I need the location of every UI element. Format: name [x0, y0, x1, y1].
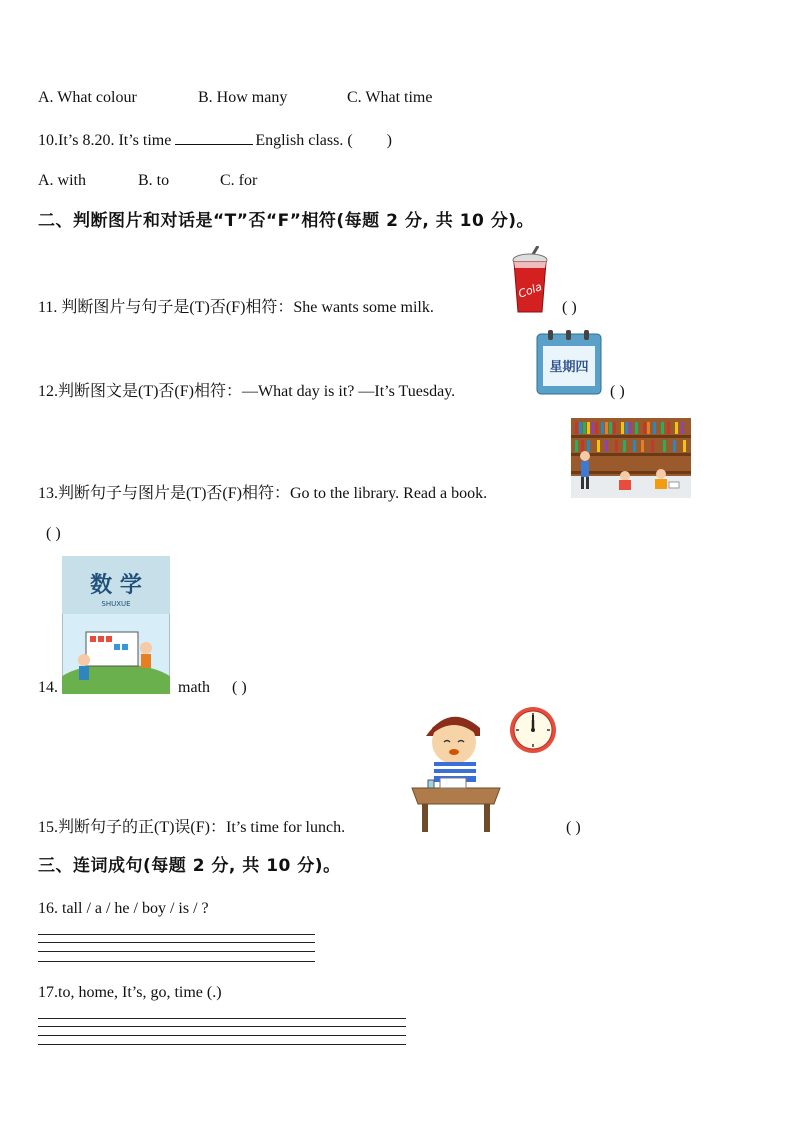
- q10-option-b: B. to: [138, 172, 170, 189]
- q17-text: 17.to, home, It’s, go, time (.): [38, 984, 222, 1001]
- q10-option-a: A. with: [38, 172, 86, 189]
- q11-answer-paren[interactable]: ( ): [562, 299, 577, 316]
- q9-option-c: C. What time: [347, 89, 433, 106]
- calendar-label: 星期四: [549, 360, 589, 375]
- q16-writing-line[interactable]: [38, 951, 315, 952]
- cola-cup-icon: [508, 246, 552, 316]
- q17-writing-line[interactable]: [38, 1026, 406, 1027]
- section2-title: 二、判断图片和对话是“T”否“F”相符(每题 2 分, 共 10 分)。: [38, 211, 534, 231]
- q16-writing-line[interactable]: [38, 934, 315, 935]
- q10-close-paren: ): [386, 132, 392, 149]
- q10-option-c: C. for: [220, 172, 258, 189]
- q11-text: 11. 判断图片与句子是(T)否(F)相符：She wants some milk.: [38, 299, 434, 316]
- q15-answer-paren[interactable]: ( ): [566, 819, 581, 836]
- boy-eating-lunch-picture: [410, 706, 502, 834]
- section3-title: 三、连词成句(每题 2 分, 共 10 分)。: [38, 856, 341, 876]
- q15-text: 15.判断句子的正(T)误(F)：It’s time for lunch.: [38, 819, 346, 836]
- q13-answer-paren[interactable]: ( ): [46, 525, 61, 542]
- q10-answer-blank[interactable]: [175, 130, 253, 145]
- q9-option-b: B. How many: [198, 89, 288, 106]
- cola-cup-label: Cola: [516, 280, 544, 301]
- q9-option-a: A. What colour: [38, 89, 137, 106]
- calendar-icon: [536, 330, 602, 396]
- q17-writing-line[interactable]: [38, 1044, 406, 1045]
- q16-writing-line[interactable]: [38, 961, 315, 962]
- q10-stem: [38, 130, 392, 151]
- q16-text: 16. tall / a / he / boy / is / ?: [38, 900, 209, 917]
- q14-word: math: [178, 679, 210, 696]
- q10-stem-before: 10.It’s 8.20. It’s time: [38, 132, 176, 149]
- clock-icon: [509, 706, 557, 754]
- q12-answer-paren[interactable]: ( ): [610, 383, 625, 400]
- q14-number: 14.: [38, 679, 58, 696]
- math-textbook-picture: [62, 556, 170, 694]
- q16-writing-line[interactable]: [38, 942, 315, 943]
- q17-writing-line[interactable]: [38, 1035, 406, 1036]
- library-picture: [571, 418, 691, 498]
- textbook-pinyin: SHUXUE: [101, 600, 131, 608]
- q12-text: 12.判断图文是(T)否(F)相符：—What day is it? —It’s Tuesday.: [38, 383, 456, 400]
- q13-text: 13.判断句子与图片是(T)否(F)相符：Go to the library. Read a book.: [38, 485, 488, 502]
- textbook-title: 数 学: [90, 572, 142, 598]
- q17-writing-line[interactable]: [38, 1018, 406, 1019]
- q14-answer-paren[interactable]: ( ): [232, 679, 247, 696]
- q10-stem-after: English class. (: [255, 132, 353, 149]
